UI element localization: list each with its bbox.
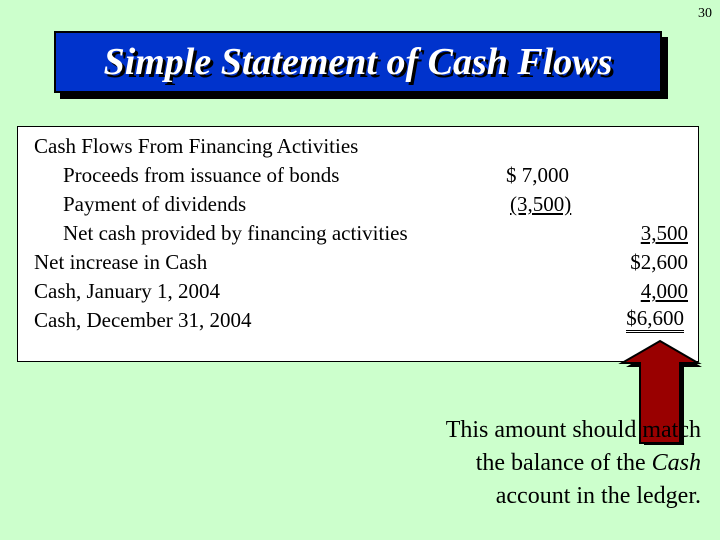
- row-total: 4,000: [640, 279, 688, 303]
- callout-text: the balance of the: [475, 450, 652, 476]
- callout-emphasis: Cash: [651, 450, 701, 476]
- row-label: Cash, December 31, 2004: [34, 308, 252, 332]
- statement-row: [18, 306, 698, 335]
- row-label: Cash Flows From Financing Activities: [34, 134, 359, 158]
- statement-row: [18, 190, 698, 219]
- row-label: Cash, January 1, 2004: [34, 279, 221, 303]
- cash-flow-statement: [17, 126, 699, 362]
- callout-line: This amount should match: [445, 417, 701, 443]
- callout-line: account in the ledger.: [495, 483, 701, 509]
- callout-line: [446, 447, 701, 480]
- row-label: Net increase in Cash: [34, 250, 208, 274]
- row-total: $2,600: [630, 250, 688, 274]
- statement-row: [18, 277, 698, 306]
- statement-row: [18, 132, 698, 161]
- slide-number: 30: [698, 6, 712, 21]
- row-label: Proceeds from issuance of bonds: [63, 163, 340, 187]
- title-box: [54, 31, 662, 93]
- statement-row: [18, 219, 698, 248]
- row-amount: (3,500): [510, 192, 572, 216]
- slide-title: Simple Statement of Cash Flows: [103, 41, 613, 83]
- row-label: Payment of dividends: [63, 192, 247, 216]
- statement-row: [18, 248, 698, 277]
- row-total: $6,600: [626, 306, 684, 333]
- statement-row: [18, 161, 698, 190]
- row-label: Net cash provided by financing activities: [63, 221, 408, 245]
- row-amount: $ 7,000: [506, 163, 569, 187]
- callout-note: [446, 414, 701, 513]
- row-total: 3,500: [640, 221, 688, 245]
